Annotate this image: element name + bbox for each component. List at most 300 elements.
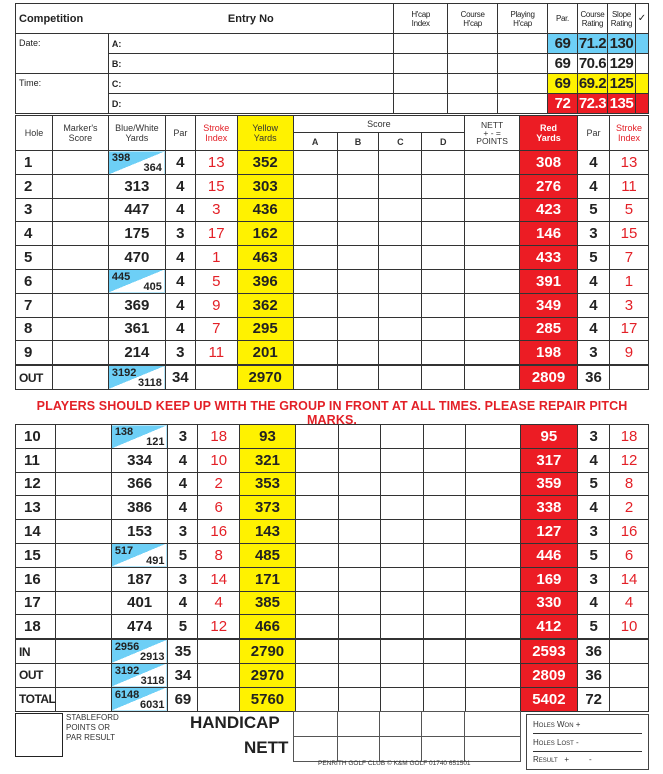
score-field-c[interactable] bbox=[379, 246, 422, 270]
nett-points-field[interactable] bbox=[465, 317, 520, 341]
score-field-a[interactable] bbox=[293, 269, 337, 293]
bluewhite-yards-split bbox=[111, 425, 168, 449]
red-stroke-index: 4 bbox=[610, 591, 649, 615]
bluewhite-yards-split bbox=[111, 663, 168, 687]
handicap-c-field[interactable] bbox=[379, 712, 422, 737]
marker-score-field[interactable] bbox=[52, 269, 108, 293]
stroke-index-blank bbox=[198, 687, 240, 711]
bluewhite-yards: 214 bbox=[108, 341, 165, 365]
marker-score-field[interactable] bbox=[52, 317, 108, 341]
score-total-field-c[interactable] bbox=[380, 687, 423, 711]
yellow-yards: 352 bbox=[237, 151, 293, 175]
nett-a-field[interactable] bbox=[294, 737, 338, 762]
blue-tee-check[interactable] bbox=[635, 34, 648, 54]
nett-points-field[interactable] bbox=[466, 472, 520, 496]
bluewhite-yards: 187 bbox=[111, 567, 168, 591]
score-total-field-b[interactable] bbox=[339, 687, 381, 711]
score-field-d[interactable] bbox=[423, 567, 466, 591]
marker-score-field[interactable] bbox=[56, 615, 111, 639]
marker-score-field[interactable] bbox=[52, 151, 108, 175]
yellow-tee-par: 69 bbox=[548, 74, 578, 94]
yellow-yards: 353 bbox=[240, 472, 296, 496]
red-yards: 338 bbox=[520, 496, 578, 520]
nett-points-field[interactable] bbox=[466, 448, 520, 472]
red-si-blank bbox=[610, 687, 649, 711]
score-field-b[interactable] bbox=[339, 543, 381, 567]
par-total: 69 bbox=[168, 687, 198, 711]
par: 4 bbox=[168, 496, 198, 520]
score-total-field-a[interactable] bbox=[295, 663, 339, 687]
bluewhite-yards: 153 bbox=[111, 520, 168, 544]
yellow-yards: 303 bbox=[237, 174, 293, 198]
score-total-field-c[interactable] bbox=[379, 365, 422, 389]
score-field-d[interactable] bbox=[423, 425, 466, 449]
score-total-field-b[interactable] bbox=[339, 663, 381, 687]
table-row bbox=[16, 496, 649, 520]
score-field-c[interactable] bbox=[380, 591, 423, 615]
score-field-d[interactable] bbox=[422, 198, 465, 222]
score-field-c[interactable] bbox=[380, 448, 423, 472]
red-si-col-header: Stroke Index bbox=[609, 116, 648, 151]
score-field-d[interactable] bbox=[422, 269, 465, 293]
white-tee-slope: 129 bbox=[607, 54, 635, 74]
yellow-yards: 362 bbox=[237, 293, 293, 317]
score-field-a[interactable] bbox=[293, 246, 337, 270]
player-c-course-hcap[interactable] bbox=[448, 74, 498, 94]
score-field-a[interactable] bbox=[293, 151, 337, 175]
red-stroke-index: 2 bbox=[610, 496, 649, 520]
yellow-yards: 373 bbox=[240, 496, 296, 520]
bluewhite-yards: 474 bbox=[111, 615, 168, 639]
marker-score-field[interactable] bbox=[56, 639, 111, 663]
nett-points-field[interactable] bbox=[466, 615, 520, 639]
red-par: 5 bbox=[578, 615, 610, 639]
summary-row bbox=[16, 639, 649, 663]
score-field-c[interactable] bbox=[379, 293, 422, 317]
nett-points-field[interactable] bbox=[466, 543, 520, 567]
player-a-course-hcap[interactable] bbox=[448, 34, 498, 54]
result-field[interactable]: Result + - bbox=[533, 755, 592, 764]
red-yards: 95 bbox=[520, 425, 578, 449]
score-total-field-b[interactable] bbox=[339, 639, 381, 663]
score-field-d[interactable] bbox=[422, 151, 465, 175]
score-field-d[interactable] bbox=[423, 448, 466, 472]
white-yards: 405 bbox=[143, 280, 162, 293]
score-field-b[interactable] bbox=[339, 425, 381, 449]
stroke-index: 15 bbox=[195, 174, 237, 198]
red-par-col-header: Par bbox=[578, 116, 610, 151]
hole-number: 9 bbox=[16, 341, 53, 365]
yellow-yards: 171 bbox=[240, 567, 296, 591]
score-total-field-c[interactable] bbox=[380, 639, 423, 663]
bluewhite-yards: 175 bbox=[108, 222, 165, 246]
blue-tee-slope: 130 bbox=[607, 34, 635, 54]
bluewhite-yards-split bbox=[108, 365, 165, 389]
red-yards: 330 bbox=[520, 591, 578, 615]
summary-label: TOTAL bbox=[16, 687, 56, 711]
player-d-name-field[interactable]: D: bbox=[108, 94, 393, 114]
score-field-a[interactable] bbox=[295, 472, 339, 496]
table-row bbox=[16, 317, 649, 341]
marker-score-field[interactable] bbox=[52, 198, 108, 222]
nett-points-field[interactable] bbox=[465, 174, 520, 198]
time-field[interactable]: Time: bbox=[16, 74, 109, 114]
score-field-d[interactable] bbox=[423, 496, 466, 520]
score-total-field-a[interactable] bbox=[293, 365, 337, 389]
marker-score-field[interactable] bbox=[56, 663, 111, 687]
nett-points-field[interactable] bbox=[466, 567, 520, 591]
score-field-c[interactable] bbox=[380, 567, 423, 591]
score-total-field-a[interactable] bbox=[295, 687, 339, 711]
totals-summary bbox=[16, 639, 649, 711]
red-si-blank bbox=[610, 639, 649, 663]
marker-score-field[interactable] bbox=[52, 365, 108, 389]
score-field-d[interactable] bbox=[423, 591, 466, 615]
score-field-a[interactable] bbox=[295, 591, 339, 615]
player-d-course-hcap[interactable] bbox=[448, 94, 498, 114]
red-yards: 317 bbox=[520, 448, 578, 472]
score-field-a[interactable] bbox=[295, 425, 339, 449]
red-stroke-index: 16 bbox=[610, 520, 649, 544]
summary-row bbox=[16, 663, 649, 687]
score-field-b[interactable] bbox=[337, 293, 379, 317]
holes-lost-field[interactable]: Holes Lost - bbox=[533, 738, 579, 747]
table-row bbox=[16, 293, 649, 317]
bluewhite-yards-split bbox=[111, 687, 168, 711]
player-c-hcap-index[interactable] bbox=[394, 74, 448, 94]
red-stroke-index: 9 bbox=[609, 341, 648, 365]
par: 3 bbox=[165, 222, 195, 246]
score-field-a[interactable] bbox=[295, 567, 339, 591]
marker-score-field[interactable] bbox=[52, 174, 108, 198]
nett-b-field[interactable] bbox=[337, 737, 379, 762]
score-field-c[interactable] bbox=[380, 543, 423, 567]
player-d-hcap-index[interactable] bbox=[394, 94, 448, 114]
handicap-d-field[interactable] bbox=[422, 712, 465, 737]
white-tee-course-rating: 70.6 bbox=[578, 55, 607, 72]
handicap-a-field[interactable] bbox=[294, 712, 338, 737]
bluewhite-yards: 470 bbox=[108, 246, 165, 270]
red-yards: 276 bbox=[520, 174, 578, 198]
nett-points-field[interactable] bbox=[465, 198, 520, 222]
white-tee-check[interactable] bbox=[635, 54, 648, 74]
score-field-c[interactable] bbox=[380, 425, 423, 449]
score-field-c[interactable] bbox=[380, 472, 423, 496]
summary-row bbox=[16, 687, 649, 711]
score-field-c[interactable] bbox=[379, 151, 422, 175]
score-b-header: B bbox=[337, 133, 379, 151]
yellow-tee-check[interactable] bbox=[635, 74, 648, 94]
score-total-field-d[interactable] bbox=[423, 639, 466, 663]
marker-score-field[interactable] bbox=[56, 425, 111, 449]
blue-yards: 2956 bbox=[114, 641, 140, 654]
score-field-c[interactable] bbox=[379, 174, 422, 198]
score-field-b[interactable] bbox=[337, 341, 379, 365]
table-row bbox=[16, 246, 649, 270]
par: 5 bbox=[168, 615, 198, 639]
handicap-points-field[interactable] bbox=[465, 712, 521, 737]
handicap-b-field[interactable] bbox=[337, 712, 379, 737]
par: 4 bbox=[165, 269, 195, 293]
nett-points-field[interactable] bbox=[466, 425, 520, 449]
player-d-playing-hcap[interactable] bbox=[498, 94, 548, 114]
red-tee-course-rating: 72.3 bbox=[578, 95, 607, 112]
score-total-field-a[interactable] bbox=[295, 639, 339, 663]
table-row bbox=[16, 269, 649, 293]
yellow-yards-total: 2970 bbox=[240, 663, 296, 687]
score-field-d[interactable] bbox=[422, 317, 465, 341]
player-a-name-field[interactable]: A: bbox=[108, 34, 393, 54]
red-yards: 359 bbox=[520, 472, 578, 496]
yellow-yards: 485 bbox=[240, 543, 296, 567]
nett-points-total-field[interactable] bbox=[466, 663, 520, 687]
back-nine-rows bbox=[16, 425, 649, 640]
handicap-label: HANDICAP bbox=[190, 713, 280, 732]
hole-number: 13 bbox=[16, 496, 56, 520]
score-field-b[interactable] bbox=[339, 567, 381, 591]
score-field-a[interactable] bbox=[293, 174, 337, 198]
score-field-b[interactable] bbox=[337, 151, 379, 175]
score-field-b[interactable] bbox=[339, 615, 381, 639]
score-field-a[interactable] bbox=[295, 448, 339, 472]
yellow-col-header: Yellow Yards bbox=[237, 116, 293, 151]
score-field-b[interactable] bbox=[337, 246, 379, 270]
score-field-b[interactable] bbox=[337, 317, 379, 341]
table-row bbox=[16, 472, 649, 496]
player-a-playing-hcap[interactable] bbox=[498, 34, 548, 54]
hole-number: 15 bbox=[16, 543, 56, 567]
yellow-yards: 463 bbox=[237, 246, 293, 270]
score-field-c[interactable] bbox=[379, 269, 422, 293]
bluewhite-yards-split bbox=[111, 543, 168, 567]
stroke-index: 11 bbox=[195, 341, 237, 365]
score-field-d[interactable] bbox=[422, 222, 465, 246]
nett-points-field[interactable] bbox=[465, 737, 521, 762]
stroke-index-col-header: Stroke Index bbox=[195, 116, 237, 151]
score-field-a[interactable] bbox=[293, 198, 337, 222]
player-b-hcap-index[interactable] bbox=[394, 54, 448, 74]
score-field-d[interactable] bbox=[423, 615, 466, 639]
nett-c-field[interactable] bbox=[379, 737, 422, 762]
marker-score-field[interactable] bbox=[52, 222, 108, 246]
stroke-index-blank bbox=[198, 639, 240, 663]
score-field-c[interactable] bbox=[380, 520, 423, 544]
par: 4 bbox=[165, 198, 195, 222]
nett-points-field[interactable] bbox=[466, 496, 520, 520]
score-field-b[interactable] bbox=[339, 496, 381, 520]
score-field-a[interactable] bbox=[293, 293, 337, 317]
score-field-c[interactable] bbox=[379, 222, 422, 246]
red-yards: 146 bbox=[520, 222, 578, 246]
red-tee-check[interactable] bbox=[635, 94, 648, 114]
nett-points-field[interactable] bbox=[465, 246, 520, 270]
marker-score-field[interactable] bbox=[56, 543, 111, 567]
marker-score-field[interactable] bbox=[52, 341, 108, 365]
red-par: 5 bbox=[578, 543, 610, 567]
marker-score-field[interactable] bbox=[56, 520, 111, 544]
red-stroke-index: 18 bbox=[610, 425, 649, 449]
divider bbox=[533, 751, 642, 752]
blue-yards: 445 bbox=[111, 270, 131, 283]
red-stroke-index: 6 bbox=[610, 543, 649, 567]
score-field-d[interactable] bbox=[423, 472, 466, 496]
score-field-d[interactable] bbox=[422, 293, 465, 317]
score-field-c[interactable] bbox=[379, 198, 422, 222]
course-hcap-header: Course H'cap bbox=[448, 4, 498, 34]
bluewhite-yards-split bbox=[108, 269, 165, 293]
score-field-a[interactable] bbox=[293, 341, 337, 365]
score-field-b[interactable] bbox=[339, 520, 381, 544]
nett-points-field[interactable] bbox=[466, 591, 520, 615]
player-c-name-field[interactable]: C: bbox=[108, 74, 393, 94]
score-field-c[interactable] bbox=[380, 615, 423, 639]
marker-score-field[interactable] bbox=[56, 687, 111, 711]
red-tee-slope: 135 bbox=[607, 94, 635, 114]
score-total-field-b[interactable] bbox=[337, 365, 379, 389]
score-total-field-d[interactable] bbox=[423, 687, 466, 711]
blue-yards: 138 bbox=[114, 426, 134, 438]
white-tee-par: 69 bbox=[548, 54, 578, 74]
white-yards: 121 bbox=[146, 435, 165, 448]
red-stroke-index: 15 bbox=[609, 222, 648, 246]
summary-label: IN bbox=[16, 639, 56, 663]
hole-number: 14 bbox=[16, 520, 56, 544]
table-row bbox=[16, 174, 649, 198]
hole-number: 5 bbox=[16, 246, 53, 270]
red-par: 3 bbox=[578, 425, 610, 449]
red-stroke-index: 11 bbox=[609, 174, 648, 198]
bluewhite-yards: 386 bbox=[111, 496, 168, 520]
score-total-field-d[interactable] bbox=[423, 663, 466, 687]
yellow-yards: 385 bbox=[240, 591, 296, 615]
bluewhite-yards: 447 bbox=[108, 198, 165, 222]
playing-hcap-header: Playing H'cap bbox=[498, 4, 548, 34]
white-yards: 364 bbox=[143, 161, 162, 174]
score-total-field-d[interactable] bbox=[422, 365, 465, 389]
score-field-a[interactable] bbox=[295, 520, 339, 544]
red-par: 4 bbox=[578, 591, 610, 615]
marker-score-field[interactable] bbox=[52, 246, 108, 270]
nett-points-total-field[interactable] bbox=[466, 687, 520, 711]
match-result-box bbox=[526, 714, 649, 770]
red-yards: 391 bbox=[520, 269, 578, 293]
red-stroke-index: 14 bbox=[610, 567, 649, 591]
red-par-total: 72 bbox=[578, 687, 610, 711]
stroke-index: 7 bbox=[195, 317, 237, 341]
score-field-b[interactable] bbox=[339, 472, 381, 496]
date-field[interactable]: Date: bbox=[16, 34, 109, 74]
score-field-b[interactable] bbox=[339, 448, 381, 472]
nett-points-field[interactable] bbox=[465, 222, 520, 246]
player-c-playing-hcap[interactable] bbox=[498, 74, 548, 94]
marker-score-field[interactable] bbox=[56, 448, 111, 472]
score-field-c[interactable] bbox=[380, 496, 423, 520]
out-summary bbox=[16, 365, 649, 389]
nett-points-total-field[interactable] bbox=[466, 639, 520, 663]
score-field-b[interactable] bbox=[337, 222, 379, 246]
red-stroke-index: 17 bbox=[609, 317, 648, 341]
red-yards: 169 bbox=[520, 567, 578, 591]
nett-points-field[interactable] bbox=[465, 151, 520, 175]
red-par: 5 bbox=[578, 246, 610, 270]
red-yards-total: 5402 bbox=[520, 687, 578, 711]
summary-label: OUT bbox=[16, 663, 56, 687]
nett-points-field[interactable] bbox=[465, 293, 520, 317]
score-field-a[interactable] bbox=[293, 317, 337, 341]
yellow-yards: 295 bbox=[237, 317, 293, 341]
score-field-c[interactable] bbox=[379, 341, 422, 365]
marker-score-field[interactable] bbox=[56, 567, 111, 591]
blue-yards: 3192 bbox=[111, 367, 137, 380]
stroke-index: 5 bbox=[195, 269, 237, 293]
score-field-a[interactable] bbox=[295, 496, 339, 520]
table-row bbox=[16, 591, 649, 615]
score-field-d[interactable] bbox=[423, 543, 466, 567]
red-si-blank bbox=[610, 663, 649, 687]
par: 3 bbox=[168, 520, 198, 544]
nett-points-field[interactable] bbox=[465, 341, 520, 365]
score-field-b[interactable] bbox=[337, 174, 379, 198]
hole-number: 12 bbox=[16, 472, 56, 496]
bluewhite-yards-split bbox=[111, 639, 168, 663]
red-par: 4 bbox=[578, 496, 610, 520]
stroke-index-blank bbox=[195, 365, 237, 389]
player-a-hcap-index[interactable] bbox=[394, 34, 448, 54]
marker-score-field[interactable] bbox=[56, 472, 111, 496]
holes-won-field[interactable]: Holes Won + bbox=[533, 720, 581, 729]
stroke-index: 6 bbox=[198, 496, 240, 520]
stroke-index: 1 bbox=[195, 246, 237, 270]
yellow-yards: 143 bbox=[240, 520, 296, 544]
player-b-name-field[interactable]: B: bbox=[108, 54, 393, 74]
score-field-d[interactable] bbox=[423, 520, 466, 544]
nett-points-total-field[interactable] bbox=[465, 365, 520, 389]
hole-number: 4 bbox=[16, 222, 53, 246]
player-b-course-hcap[interactable] bbox=[448, 54, 498, 74]
score-field-d[interactable] bbox=[422, 341, 465, 365]
stroke-index: 3 bbox=[195, 198, 237, 222]
blue-yards: 3192 bbox=[114, 664, 140, 677]
score-field-a[interactable] bbox=[295, 543, 339, 567]
score-field-d[interactable] bbox=[422, 174, 465, 198]
nett-points-field[interactable] bbox=[466, 520, 520, 544]
table-row bbox=[16, 341, 649, 365]
score-total-field-c[interactable] bbox=[380, 663, 423, 687]
score-field-d[interactable] bbox=[422, 246, 465, 270]
red-par: 5 bbox=[578, 472, 610, 496]
red-par: 4 bbox=[578, 317, 610, 341]
score-field-c[interactable] bbox=[379, 317, 422, 341]
score-field-a[interactable] bbox=[293, 222, 337, 246]
red-yards: 412 bbox=[520, 615, 578, 639]
nett-d-field[interactable] bbox=[422, 737, 465, 762]
score-field-b[interactable] bbox=[339, 591, 381, 615]
marker-score-field[interactable] bbox=[56, 591, 111, 615]
marker-score-field[interactable] bbox=[52, 293, 108, 317]
score-field-a[interactable] bbox=[295, 615, 339, 639]
score-field-b[interactable] bbox=[337, 198, 379, 222]
yellow-tee-course-rating: 69.2 bbox=[578, 75, 607, 92]
entry-no-label: Entry No bbox=[108, 4, 393, 34]
score-field-b[interactable] bbox=[337, 269, 379, 293]
player-b-playing-hcap[interactable] bbox=[498, 54, 548, 74]
stableford-result-box[interactable] bbox=[15, 713, 63, 757]
bluewhite-yards: 334 bbox=[111, 448, 168, 472]
red-stroke-index: 1 bbox=[609, 269, 648, 293]
marker-score-field[interactable] bbox=[56, 496, 111, 520]
nett-points-field[interactable] bbox=[465, 269, 520, 293]
yellow-yards: 162 bbox=[237, 222, 293, 246]
